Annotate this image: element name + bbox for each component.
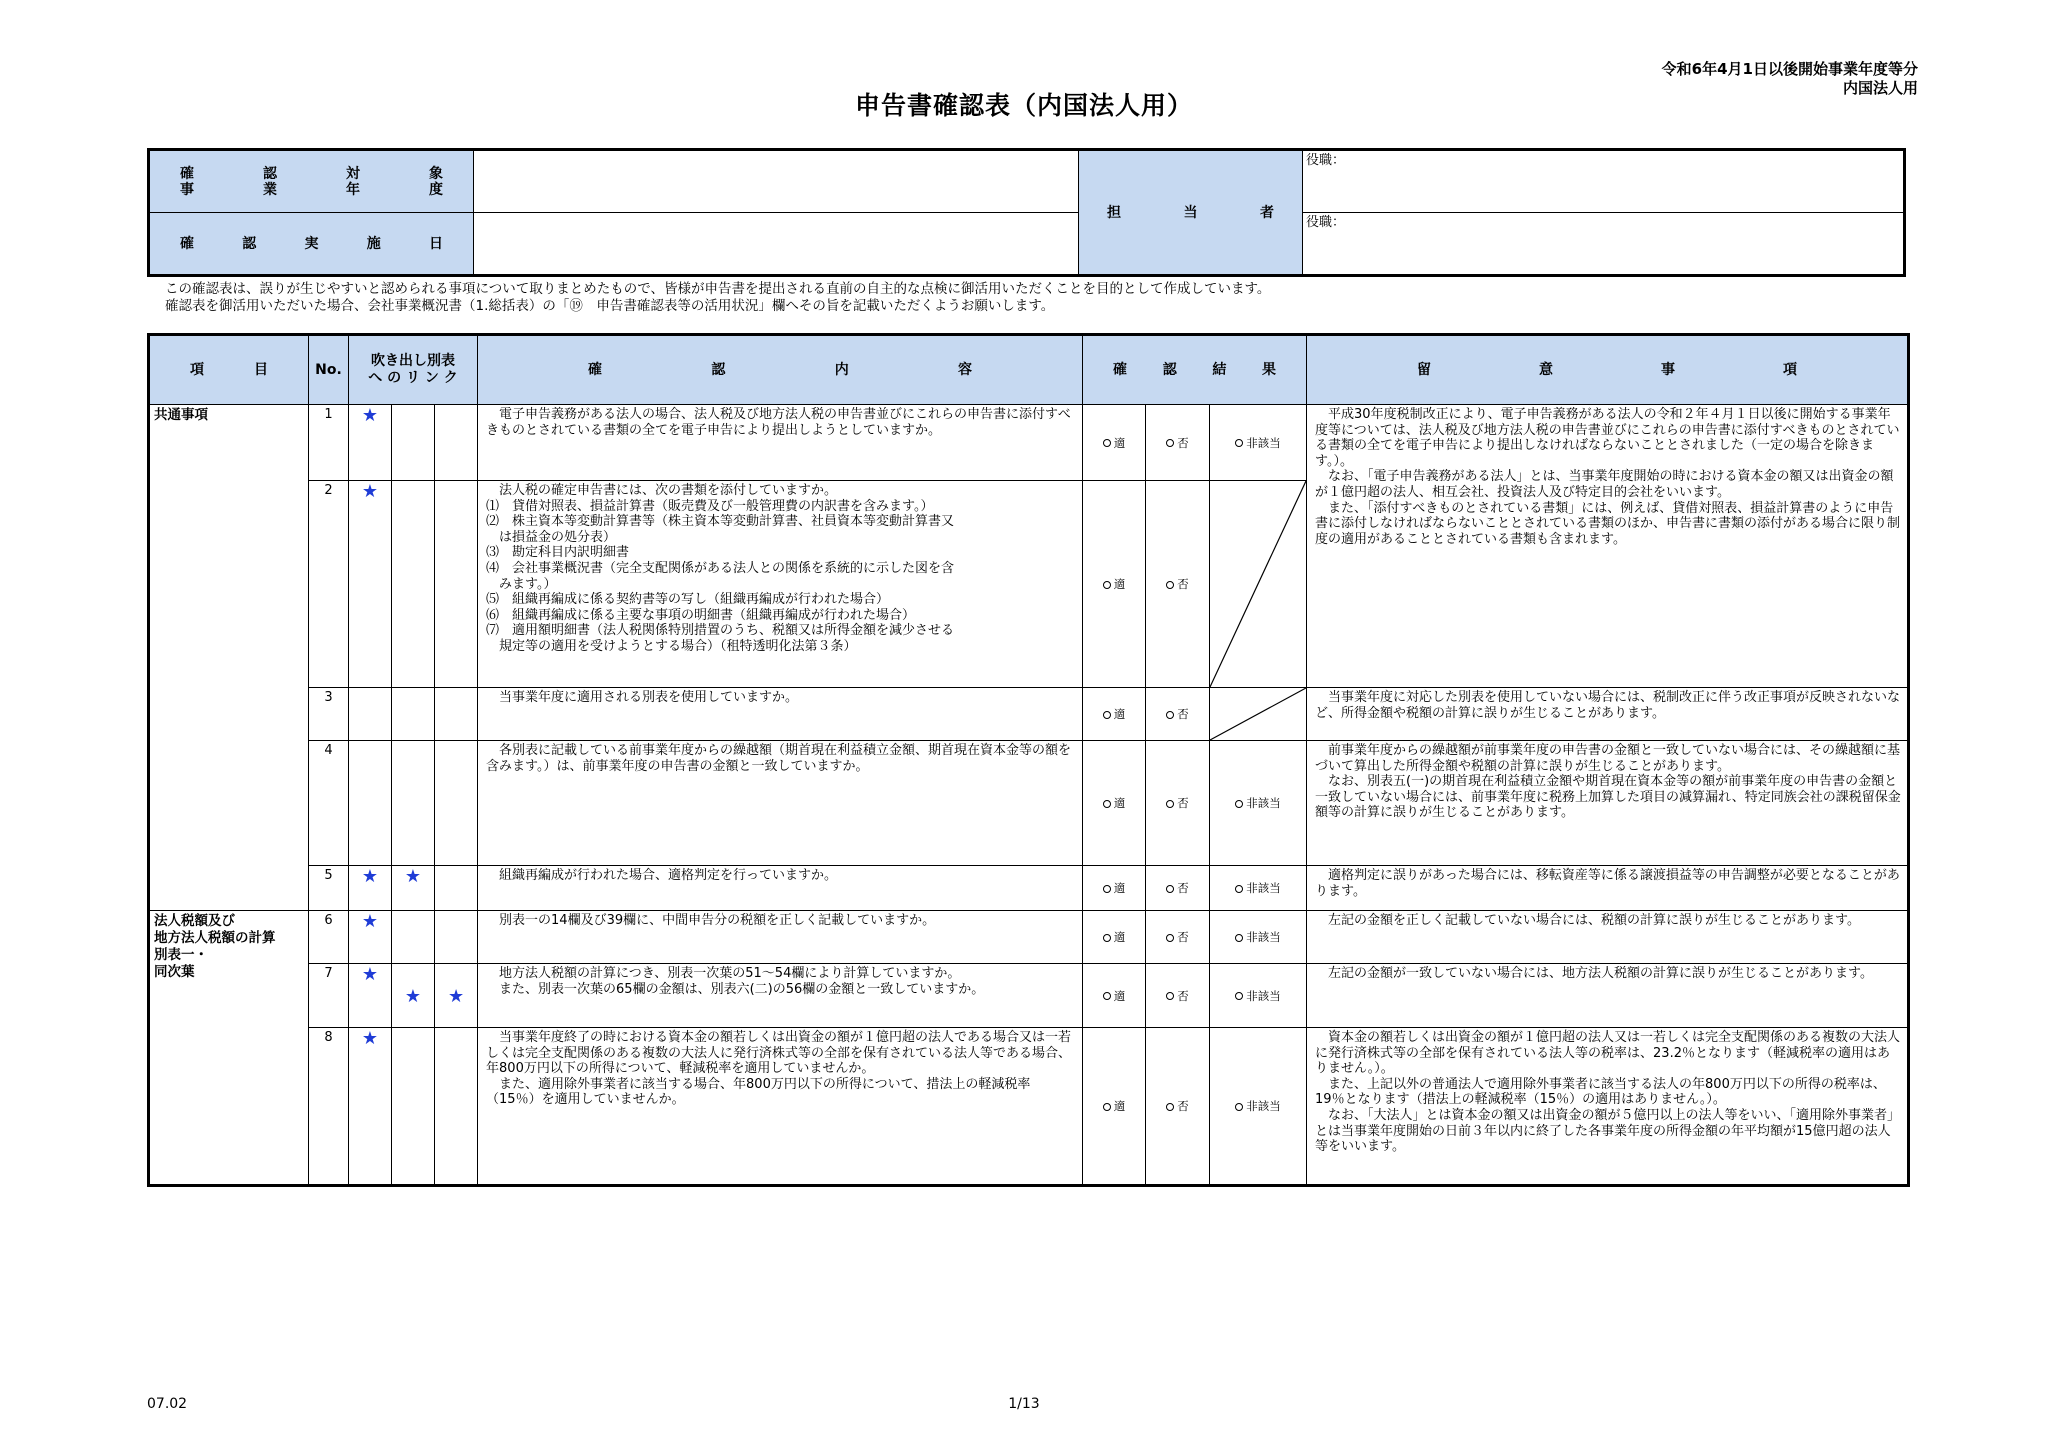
- check-content: 別表一の14欄及び39欄に、中間申告分の税額を正しく記載していますか。: [478, 911, 1083, 964]
- table-row: [149, 866, 1909, 911]
- header-item: 項 目: [149, 335, 309, 405]
- result-na[interactable]: 非該当: [1210, 1028, 1307, 1186]
- category-tax-calc: 法人税額及び 地方法人税額の計算 別表一・ 同次葉: [149, 911, 309, 1186]
- table-row: [149, 688, 1909, 741]
- star-link-icon[interactable]: ★: [392, 964, 435, 1028]
- star-link-icon[interactable]: [392, 688, 435, 741]
- star-link-icon[interactable]: ★: [349, 405, 392, 481]
- row-number: 2: [309, 481, 349, 688]
- result-na[interactable]: 非該当: [1210, 964, 1307, 1028]
- row-number: 6: [309, 911, 349, 964]
- check-content: 法人税の確定申告書には、次の書類を添付していますか。 ⑴ 貸借対照表、損益計算書（販売費及び一般管理費の内訳書を含みます。） ⑵ 株主資本等変動計算書等（株主資本等変動計算書、社員資本等変動計算書又 は損益金の処分表） ⑶ 勘定科目内訳明細書 ⑷ 会社事業概況書（完全支配関係がある法人との関係を系統的に示した図を含 みます。） ⑸ 組織再編成に係る契約書等の写し（組織再編成が行われた場合） ⑹ 組織再編成に係る主要な事項の明細書（組織再編成が行われた場合） ⑺ 適用額明細書（法人税関係特別措置のうち、税額又は所得金額を減少させる 規定等の適用を受けようとする場合）（租特透明化法第３条）: [478, 481, 1083, 688]
- notice-line: この確認表は、誤りが生じやすいと認められる事項について取りまとめたもので、皆様が申告書を提出される直前の自主的な点検に御活用いただくことを目的として作成しています。: [165, 281, 1271, 297]
- page-title: 申告書確認表（内国法人用）: [854, 91, 1193, 120]
- star-link-icon[interactable]: ★: [392, 866, 435, 911]
- result-ok[interactable]: 適: [1083, 1028, 1146, 1186]
- result-ng[interactable]: 否: [1146, 964, 1210, 1028]
- star-link-icon[interactable]: [349, 741, 392, 866]
- check-content: 地方法人税額の計算につき、別表一次葉の51～54欄により計算していますか。 また、別表一次葉の65欄の金額は、別表六(二)の56欄の金額と一致していますか。: [478, 964, 1083, 1028]
- notice-text: [165, 281, 1270, 315]
- star-link-icon[interactable]: [435, 911, 478, 964]
- result-ok[interactable]: 適: [1083, 481, 1146, 688]
- star-link-icon[interactable]: [392, 405, 435, 481]
- table-row: [149, 964, 1909, 1028]
- star-link-icon[interactable]: [435, 1028, 478, 1186]
- check-date-label: 確 認 実 施 日: [149, 213, 474, 276]
- result-ng[interactable]: 否: [1146, 741, 1210, 866]
- position-field-1[interactable]: [1303, 150, 1905, 213]
- result-ok[interactable]: 適: [1083, 866, 1146, 911]
- target-year-field[interactable]: [474, 150, 1079, 213]
- table-row: [149, 1028, 1909, 1186]
- star-link-icon[interactable]: ★: [349, 481, 392, 688]
- notes-content: 適格判定に誤りがあった場合には、移転資産等に係る譲渡損益等の申告調整が必要となることがあります。: [1307, 866, 1909, 911]
- table-row: [149, 405, 1909, 481]
- star-link-icon[interactable]: [435, 866, 478, 911]
- star-link-icon[interactable]: [392, 741, 435, 866]
- check-content: 当事業年度に適用される別表を使用していますか。: [478, 688, 1083, 741]
- target-year-label: 確 認 対 象 事 業 年 度: [149, 150, 474, 213]
- notes-content: 資本金の額若しくは出資金の額が１億円超の法人又は一若しくは完全支配関係のある複数の大法人に発行済株式等の全部を保有されている法人等の税率は、23.2％となります（軽減税率の適用はありません。）。 また、上記以外の普通法人で適用除外事業者に該当する法人の年800万円以下の所得の税率は、19％となります（措法上の軽減税率（15％）の適用はありません。）。 なお、「大法人」とは資本金の額又は出資金の額が５億円以上の法人等をいい、「適用除外事業者」とは当事業年度開始の日前３年以内に終了した各事業年度の所得金額の年平均額が15億円超の法人等をいいます。: [1307, 1028, 1909, 1186]
- table-row: [149, 741, 1909, 866]
- header-content: 確 認 内 容: [478, 335, 1083, 405]
- result-ng[interactable]: 否: [1146, 481, 1210, 688]
- result-na[interactable]: 非該当: [1210, 866, 1307, 911]
- position-label: 役職：: [1306, 153, 1346, 168]
- version-code: 07.02: [147, 1396, 188, 1412]
- header-no: No.: [309, 335, 349, 405]
- notes-content: 当事業年度に対応した別表を使用していない場合には、税制改正に伴う改正事項が反映されないなど、所得金額や税額の計算に誤りが生じることがあります。: [1307, 688, 1909, 741]
- check-content: 組織再編成が行われた場合、適格判定を行っていますか。: [478, 866, 1083, 911]
- edition-category: 内国法人用: [1842, 79, 1918, 97]
- not-applicable-slash: [1210, 688, 1307, 741]
- person-in-charge-label: 担 当 者: [1079, 150, 1303, 276]
- position-label: 役職：: [1306, 215, 1346, 230]
- result-ng[interactable]: 否: [1146, 405, 1210, 481]
- result-ok[interactable]: 適: [1083, 741, 1146, 866]
- result-na[interactable]: 非該当: [1210, 911, 1307, 964]
- star-link-icon[interactable]: ★: [349, 911, 392, 964]
- row-number: 5: [309, 866, 349, 911]
- star-link-icon[interactable]: ★: [349, 866, 392, 911]
- result-ng[interactable]: 否: [1146, 866, 1210, 911]
- result-ng[interactable]: 否: [1146, 1028, 1210, 1186]
- result-ok[interactable]: 適: [1083, 405, 1146, 481]
- notes-content: 左記の金額を正しく記載していない場合には、税額の計算に誤りが生じることがあります。: [1307, 911, 1909, 964]
- check-date-field[interactable]: [474, 213, 1079, 276]
- edition-line: 令和6年4月1日以後開始事業年度等分: [1661, 60, 1918, 78]
- row-number: 4: [309, 741, 349, 866]
- star-link-icon[interactable]: [392, 911, 435, 964]
- row-number: 1: [309, 405, 349, 481]
- star-link-icon[interactable]: [349, 688, 392, 741]
- star-link-icon[interactable]: ★: [435, 964, 478, 1028]
- star-link-icon[interactable]: ★: [349, 964, 392, 1028]
- notice-line: 確認表を御活用いただいた場合、会社事業概況書（1.総括表）の「⑲ 申告書確認表等の活用状況」欄へその旨を記載いただくようお願いします。: [165, 298, 1055, 314]
- row-number: 7: [309, 964, 349, 1028]
- row-number: 8: [309, 1028, 349, 1186]
- check-content: 当事業年度終了の時における資本金の額若しくは出資金の額が１億円超の法人である場合又は一若しくは完全支配関係のある複数の大法人に発行済株式等の全部を保有されている法人等である場合、年800万円以下の所得について、軽減税率を適用していませんか。 また、適用除外事業者に該当する場合、年800万円以下の所得について、措法上の軽減税率（15％）を適用していませんか。: [478, 1028, 1083, 1186]
- header-link: 吹き出し別表 へ の リ ン ク: [349, 335, 478, 405]
- result-ng[interactable]: 否: [1146, 911, 1210, 964]
- result-ng[interactable]: 否: [1146, 688, 1210, 741]
- notes-content: 前事業年度からの繰越額が前事業年度の申告書の金額と一致していない場合には、その繰越額に基づいて算出した所得金額や税額の計算に誤りが生じることがあります。 なお、別表五(一)の期首現在利益積立金額や期首現在資本金等の額が前事業年度の申告書の金額と一致していない場合には、前事業年度に税務上加算した項目の減算漏れ、特定同族会社の課税留保金額等の計算に誤りが生じることがあります。: [1307, 741, 1909, 866]
- star-link-icon[interactable]: [435, 741, 478, 866]
- check-content: 各別表に記載している前事業年度からの繰越額（期首現在利益積立金額、期首現在資本金等の額を含みます。）は、前事業年度の申告書の金額と一致していますか。: [478, 741, 1083, 866]
- row-number: 3: [309, 688, 349, 741]
- info-table: [147, 148, 1906, 277]
- header-result: 確 認 結 果: [1083, 335, 1307, 405]
- page-number: 1/13: [1008, 1396, 1040, 1412]
- category-common: 共通事項: [149, 405, 309, 911]
- header-notes: 留 意 事 項: [1307, 335, 1909, 405]
- check-content: 電子申告義務がある法人の場合、法人税及び地方法人税の申告書並びにこれらの申告書に添付すべきものとされている書類の全てを電子申告により提出しようとしていますか。: [478, 405, 1083, 481]
- notes-content: 平成30年度税制改正により、電子申告義務がある法人の令和２年４月１日以後に開始する事業年度等については、法人税及び地方法人税の申告書並びにこれらの申告書に添付すべきものとされている書類の全てを電子申告により提出しなければならないこととされました（一定の場合を除きます。）。 なお、「電子申告義務がある法人」とは、当事業年度開始の時における資本金の額又は出資金の額が１億円超の法人、相互会社、投資法人及び特定目的会社をいいます。 また、「添付すべきものとされている書類」には、例えば、貸借対照表、損益計算書のように申告書に添付しなければならないこととされている書類のほか、申告書に書類の添付がある場合に限り制度の適用があることとされている書類も含まれます。: [1307, 405, 1909, 688]
- not-applicable-slash: [1210, 481, 1307, 688]
- star-link-icon[interactable]: [392, 481, 435, 688]
- result-ok[interactable]: 適: [1083, 688, 1146, 741]
- result-ok[interactable]: 適: [1083, 911, 1146, 964]
- star-link-icon[interactable]: [435, 688, 478, 741]
- star-link-icon[interactable]: ★: [349, 1028, 392, 1186]
- result-na[interactable]: 非該当: [1210, 741, 1307, 866]
- table-row: [149, 911, 1909, 964]
- checklist-table: [147, 333, 1910, 1187]
- star-link-icon[interactable]: [392, 1028, 435, 1186]
- star-link-icon[interactable]: [435, 481, 478, 688]
- position-field-2[interactable]: [1303, 213, 1905, 276]
- notes-content: 左記の金額が一致していない場合には、地方法人税額の計算に誤りが生じることがあります。: [1307, 964, 1909, 1028]
- star-link-icon[interactable]: [435, 405, 478, 481]
- result-ok[interactable]: 適: [1083, 964, 1146, 1028]
- result-na[interactable]: 非該当: [1210, 405, 1307, 481]
